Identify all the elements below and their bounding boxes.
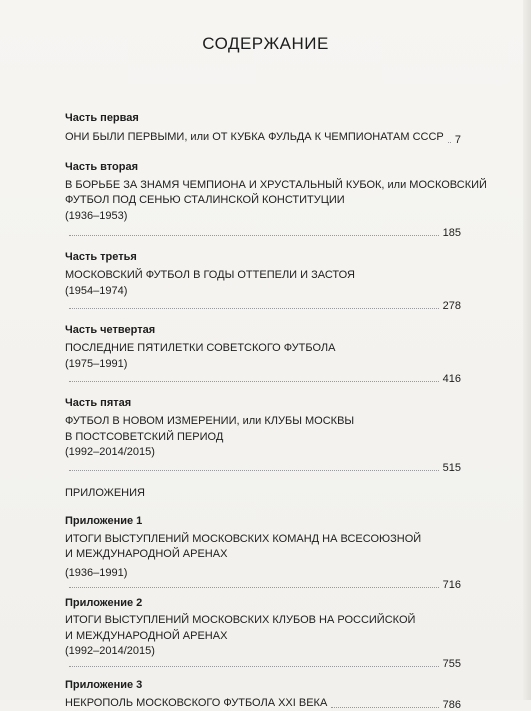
page-number: 786	[443, 699, 461, 711]
appendix-heading: Приложение 3	[65, 679, 461, 692]
part-heading: Часть третья	[65, 251, 461, 264]
part-title-line: ФУТБОЛ В НОВОМ ИЗМЕРЕНИИ, или КЛУБЫ МОСКВЫ	[65, 414, 461, 430]
dot-leader	[448, 142, 451, 143]
toc-entry-part-4	[65, 324, 461, 385]
dot-leader	[69, 235, 439, 236]
part-heading: Часть четвертая	[65, 324, 461, 337]
part-years: (1936–1953)	[65, 209, 461, 225]
page-number: 7	[455, 134, 461, 146]
appendix-years: (1992–2014/2015)	[65, 644, 461, 660]
toc-page-row	[65, 300, 461, 312]
part-title-line: ОНИ БЫЛИ ПЕРВЫМИ, или ОТ КУБКА ФУЛЬДА К ЧЕМПИОНАТАМ СССР	[65, 130, 444, 146]
dot-leader	[69, 666, 439, 667]
toc-page-row	[65, 373, 461, 385]
page-number: 755	[443, 658, 461, 670]
appendix-years: (1936–1991)	[65, 566, 461, 582]
dot-leader	[69, 308, 439, 309]
toc-entry-appendix-3	[65, 679, 461, 711]
part-years: (1975–1991)	[65, 357, 461, 373]
part-title-line: В ПОСТСОВЕТСКИЙ ПЕРИОД	[65, 430, 461, 446]
toc-entry-appendix-1	[65, 515, 461, 592]
part-title-line: ПОСЛЕДНИЕ ПЯТИЛЕТКИ СОВЕТСКОГО ФУТБОЛА	[65, 341, 461, 357]
page-number: 515	[443, 462, 461, 474]
page-number: 185	[443, 227, 461, 239]
page-number: 278	[443, 300, 461, 312]
appendices-heading: ПРИЛОЖЕНИЯ	[65, 486, 461, 501]
appendix-heading: Приложение 2	[65, 597, 461, 610]
toc-line	[65, 130, 461, 146]
page-edge	[523, 0, 531, 700]
dot-leader	[69, 381, 439, 382]
part-title-line: МОСКОВСКИЙ ФУТБОЛ В ГОДЫ ОТТЕПЕЛИ И ЗАСТОЯ	[65, 268, 461, 284]
toc-entry-part-3	[65, 251, 461, 312]
toc-entry-part-1	[65, 112, 461, 146]
toc-page-row	[65, 227, 461, 239]
toc-entry-appendix-2	[65, 597, 461, 670]
dot-leader	[69, 587, 439, 588]
toc-entry-part-2	[65, 161, 461, 240]
dot-leader	[331, 707, 438, 708]
part-years: (1992–2014/2015)	[65, 445, 461, 461]
appendix-title-line: И МЕЖДУНАРОДНОЙ АРЕНАХ	[65, 629, 461, 645]
page-number: 416	[443, 373, 461, 385]
part-heading: Часть пятая	[65, 397, 461, 410]
page-title: СОДЕРЖАНИЕ	[0, 34, 531, 54]
part-title-line: В БОРЬБЕ ЗА ЗНАМЯ ЧЕМПИОНА И ХРУСТАЛЬНЫЙ КУБОК, или МОСКОВСКИЙ	[65, 178, 461, 194]
appendix-title-line: ИТОГИ ВЫСТУПЛЕНИЙ МОСКОВСКИХ КЛУБОВ НА РОССИЙСКОЙ	[65, 613, 461, 629]
page-number: 716	[443, 579, 461, 591]
appendix-title-line: ИТОГИ ВЫСТУПЛЕНИЙ МОСКОВСКИХ КОМАНД НА ВСЕСОЮЗНОЙ	[65, 532, 461, 548]
table-of-contents	[65, 112, 461, 711]
appendix-heading: Приложение 1	[65, 515, 461, 528]
part-years: (1954–1974)	[65, 284, 461, 300]
toc-line	[65, 696, 461, 711]
toc-page-row	[65, 462, 461, 474]
part-title-line: ФУТБОЛ ПОД СЕНЬЮ СТАЛИНСКОЙ КОНСТИТУЦИИ	[65, 193, 461, 209]
appendix-title-line: НЕКРОПОЛЬ МОСКОВСКОГО ФУТБОЛА XXI ВЕКА	[65, 696, 327, 711]
toc-entry-part-5	[65, 397, 461, 474]
part-heading: Часть первая	[65, 112, 461, 125]
appendix-title-line: И МЕЖДУНАРОДНОЙ АРЕНАХ	[65, 547, 461, 563]
part-heading: Часть вторая	[65, 161, 461, 174]
dot-leader	[69, 470, 439, 471]
